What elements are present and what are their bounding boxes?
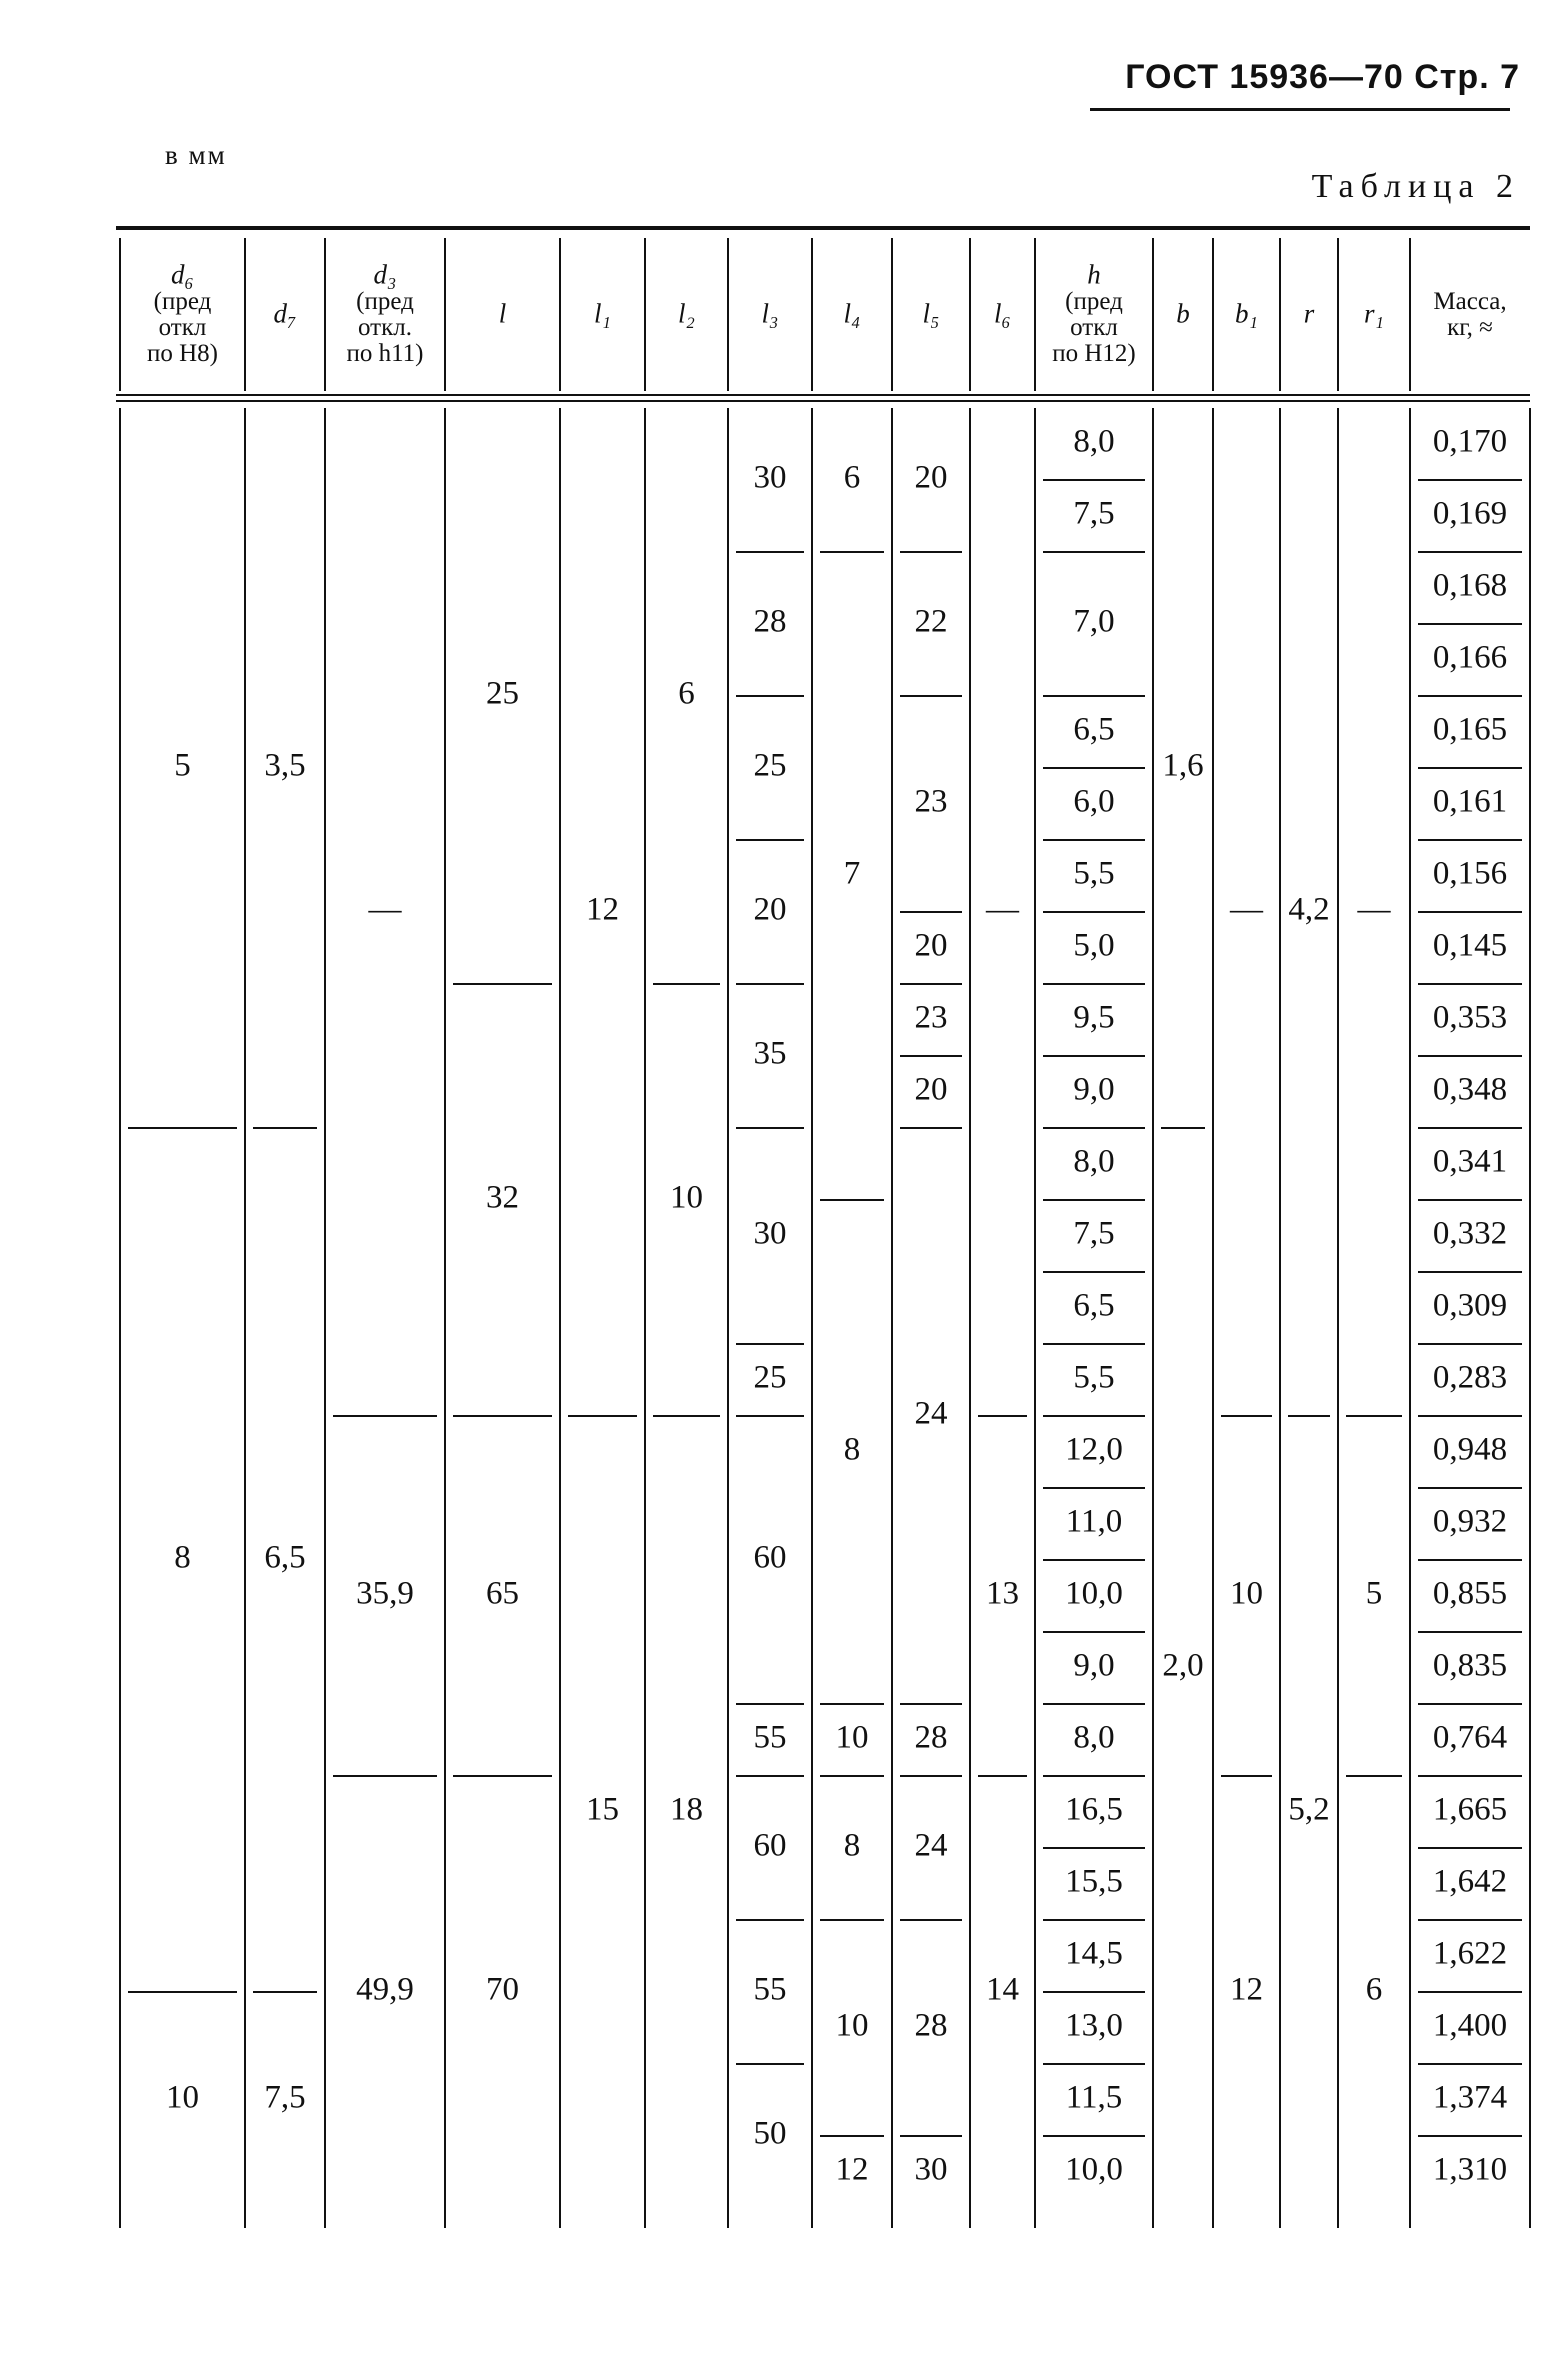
column-header-l5: l₅ [922,298,940,329]
span-cell-l: 65 [486,1575,519,1612]
span-cell-l4: 12 [835,2151,869,2188]
span-cell-l4: 7 [843,855,861,892]
span-cell-l3: 28 [753,603,787,640]
span-cell-l3: 30 [753,459,787,496]
span-cell-r1: — [1357,891,1391,928]
column-header-l4: l₄ [843,298,861,329]
mass-value-cell: 0,165 [1432,711,1508,748]
span-cell-l3: 30 [753,1215,787,1252]
mass-value-cell: 1,400 [1432,2007,1508,2044]
column-header-d6: d₆ [171,259,194,290]
span-cell-l: 70 [486,1971,519,2008]
span-cell-b1: 12 [1230,1971,1263,2008]
span-cell-l1: 15 [586,1791,619,1828]
mass-value-cell: 0,309 [1432,1287,1508,1324]
units-label: в мм [165,140,227,170]
span-cell-l3: 25 [753,1359,787,1396]
span-cell-l3: 20 [753,891,787,928]
h-value-cell: 5,0 [1073,927,1115,964]
mass-value-cell: 1,310 [1432,2151,1508,2188]
mass-value-cell: 0,341 [1432,1143,1508,1180]
span-cell-l2: 10 [670,1179,703,1216]
h-value-cell: 13,0 [1065,2007,1123,2044]
h-value-cell: 10,0 [1065,2151,1123,2188]
h-value-cell: 6,5 [1073,711,1115,748]
span-cell-l5: 28 [914,1719,948,1756]
span-cell-l5: 23 [914,999,948,1036]
span-cell-l5: 23 [914,783,948,820]
h-value-cell: 7,5 [1073,495,1115,532]
mass-value-cell: 0,169 [1432,495,1508,532]
h-value-cell: 11,5 [1065,2079,1123,2116]
span-cell-l5: 20 [914,1071,948,1108]
span-cell-l5: 22 [914,603,948,640]
span-cell-r: 4,2 [1288,891,1330,928]
span-cell-l4: 10 [835,1719,869,1756]
column-header-r1: r₁ [1364,298,1384,329]
span-cell-l6: — [986,891,1019,928]
h-value-cell: 16,5 [1065,1791,1123,1828]
span-cell-r: 5,2 [1288,1791,1330,1828]
span-cell-d6: 5 [174,747,191,784]
span-cell-l3: 55 [753,1971,787,2008]
span-cell-l6: 14 [986,1971,1019,2008]
h-value-cell: 5,5 [1073,1359,1115,1396]
span-cell-l3: 50 [753,2115,787,2152]
h-value-cell: 10,0 [1065,1575,1123,1612]
mass-value-cell: 0,161 [1432,783,1508,820]
span-cell-d7: 6,5 [264,1539,306,1576]
mass-value-cell: 0,835 [1432,1647,1508,1684]
h-value-cell: 6,0 [1073,783,1115,820]
span-cell-d7: 3,5 [264,747,306,784]
span-cell-b: 1,6 [1162,747,1204,784]
span-cell-l: 25 [486,675,519,712]
span-cell-d7: 7,5 [264,2079,306,2116]
column-header-h: откл [1070,314,1118,342]
span-cell-l4: 8 [843,1827,861,1864]
column-header-d6: (пред [153,288,212,316]
span-cell-l3: 25 [753,747,787,784]
span-cell-l2: 6 [678,675,695,712]
column-header-h: (пред [1065,288,1123,316]
span-cell-d3: — [368,891,402,928]
mass-value-cell: 0,948 [1432,1431,1508,1468]
span-cell-r1: 6 [1365,1971,1383,2008]
column-header-mass: кг, ≈ [1447,314,1493,342]
h-value-cell: 8,0 [1073,423,1115,460]
table-caption: Таблица 2 [1311,168,1520,205]
column-header-l3: l₃ [761,298,779,329]
h-value-cell: 14,5 [1065,1935,1123,1972]
span-cell-l2: 18 [670,1791,703,1828]
mass-value-cell: 1,642 [1432,1863,1508,1900]
column-header-d7: d₇ [273,298,297,329]
h-value-cell: 9,5 [1073,999,1115,1036]
h-value-cell: 11,0 [1065,1503,1123,1540]
column-header-d6: откл [158,314,207,342]
span-cell-l4: 6 [843,459,861,496]
span-cell-d6: 8 [174,1539,191,1576]
mass-value-cell: 0,348 [1432,1071,1508,1108]
span-cell-l6: 13 [986,1575,1019,1612]
span-cell-b1: 10 [1230,1575,1263,1612]
mass-value-cell: 0,168 [1432,567,1508,604]
column-header-d3: откл. [358,314,412,342]
column-header-h: h [1087,259,1101,290]
span-cell-l5: 28 [914,2007,948,2044]
column-header-r: r [1303,298,1315,329]
mass-value-cell: 0,156 [1432,855,1508,892]
span-cell-d6: 10 [166,2079,199,2116]
span-cell-l3: 60 [753,1539,787,1576]
mass-value-cell: 1,665 [1432,1791,1508,1828]
mass-value-cell: 0,170 [1432,423,1508,460]
h-value-cell: 7,5 [1073,1215,1115,1252]
h-value-cell: 15,5 [1065,1863,1123,1900]
h-value-cell: 8,0 [1073,1719,1115,1756]
span-cell-l3: 55 [753,1719,787,1756]
column-header-b1: b₁ [1235,298,1258,329]
span-cell-l4: 8 [843,1431,861,1468]
h-value-cell: 9,0 [1073,1071,1115,1108]
column-header-l1: l₁ [594,298,611,329]
span-cell-l5: 20 [914,927,948,964]
mass-value-cell: 1,374 [1432,2079,1508,2116]
h-value-cell: 9,0 [1073,1647,1115,1684]
span-cell-l5: 20 [914,459,948,496]
h-value-cell: 8,0 [1073,1143,1115,1180]
span-cell-l3: 35 [753,1035,787,1072]
span-cell-l4: 10 [835,2007,869,2044]
column-header-d3: по h11) [346,340,424,368]
column-header-h: по H12) [1052,340,1136,368]
span-cell-d3: 35,9 [356,1575,414,1612]
page-header: ГОСТ 15936—70 Стр. 7 [1125,58,1520,96]
column-header-b: b [1176,298,1190,329]
span-cell-l: 32 [486,1179,519,1216]
column-header-mass: Масса, [1433,288,1507,316]
span-cell-l5: 24 [914,1827,948,1864]
column-header-l: l [498,298,507,329]
mass-value-cell: 0,855 [1432,1575,1508,1612]
mass-value-cell: 0,283 [1432,1359,1508,1396]
column-header-d3: d₃ [373,259,397,290]
span-cell-h: 7,0 [1073,603,1115,640]
mass-value-cell: 1,622 [1432,1935,1508,1972]
mass-value-cell: 0,332 [1432,1215,1508,1252]
span-cell-l5: 24 [914,1395,948,1432]
span-cell-l3: 60 [753,1827,787,1864]
h-value-cell: 12,0 [1065,1431,1123,1468]
h-value-cell: 5,5 [1073,855,1115,892]
span-cell-l1: 12 [586,891,619,928]
column-header-d6: по H8) [146,340,219,368]
span-cell-d3: 49,9 [356,1971,414,2008]
mass-value-cell: 0,166 [1432,639,1508,676]
column-header-d3: (пред [356,288,414,316]
h-value-cell: 6,5 [1073,1287,1115,1324]
mass-value-cell: 0,145 [1432,927,1508,964]
mass-value-cell: 0,764 [1432,1719,1508,1756]
mass-value-cell: 0,932 [1432,1503,1508,1540]
column-header-l2: l₂ [678,298,695,329]
span-cell-r1: 5 [1365,1575,1383,1612]
span-cell-b: 2,0 [1162,1647,1204,1684]
span-cell-b1: — [1230,891,1263,928]
span-cell-l5: 30 [914,2151,948,2188]
mass-value-cell: 0,353 [1432,999,1508,1036]
column-header-l6: l₆ [994,298,1011,329]
